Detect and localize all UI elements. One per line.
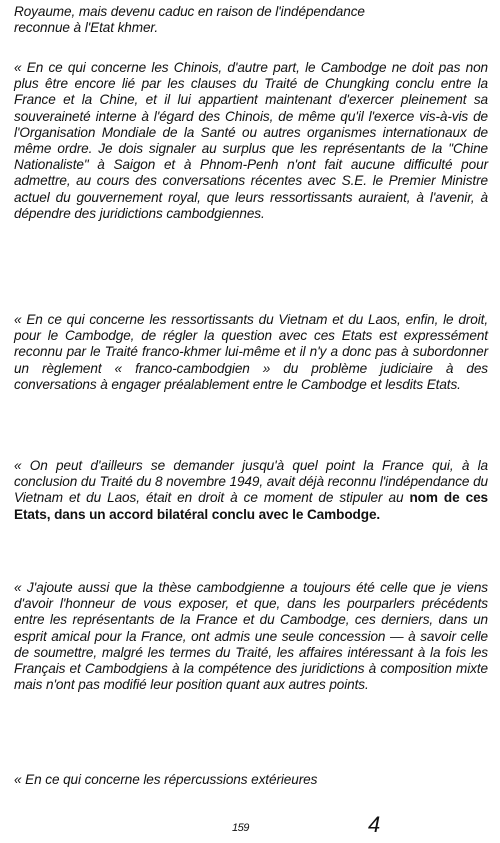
page-number: 159 — [232, 822, 249, 834]
paragraph-repercussions: « En ce qui concerne les répercussions extérieures — [14, 772, 318, 787]
paragraph-chinois: « En ce qui concerne les Chinois, d'autre part, le Cambodge ne doit pas non plus être encore lié par les clauses du Traité de Chungking conclu entre la France et la Chine, et il lui appartient maintenant d'exercer pleinement sa souveraineté interne à l'égard des Chinois, de même qu'il l'exerce vis-à-vis de l'Organisation Mondiale de la Santé ou autres organismes internationaux de même ordre. Je dois signaler au surplus que les représentants de la "Chine Nationaliste" à Saigon et à Phnom-Penh n'ont fait aucune difficulté pour admettre, au cours des conversations récentes avec S.E. le Premier Ministre actuel du gouvernement royal, que leurs ressortissants auraient, à l'avenir, à dépendre des juridictions cambodgiennes. — [14, 60, 488, 221]
paragraph-vietnam-laos: « En ce qui concerne les ressortissants du Vietnam et du Laos, enfin, le droit, pour le Cambodge, de régler la question avec ces Etats est expressément reconnu par le Traité franco-khmer lui-même et il n'y a donc pas à subordonner un règlement « franco-cambodgien » du problème judiciaire à des conversations à engager préalablement entre le Cambodge et lesdits Etats. — [14, 312, 488, 392]
paragraph-continuation: Royaume, mais devenu caduc en raison de l'indépendance reconnue à l'Etat khmer. — [14, 4, 365, 36]
paragraph-these-cambodgienne: « J'ajoute aussi que la thèse cambodgienne a toujours été celle que je viens d'avoir l'honneur de vous exposer, et que, dans les pourparlers précédents entre les représentants de la France et du Cambodge, ces derniers, dans un esprit amical pour la France, ont admis une seule concession — à savoir celle de soumettre, malgré les termes du Traité, les affaires intéressant à la fois les Français et Cambodgiens à la compétence des juridictions à composition mixte mais n'ont pas modifié leur position quant aux autres points. — [14, 580, 488, 693]
bold-emphasis: nom de ces Etats, dans un accord bilatéral conclu avec le Cambodge. — [14, 490, 488, 522]
handwritten-mark: 4 — [368, 812, 381, 837]
paragraph-traite-1949: « On peut d'ailleurs se demander jusqu'à quel point la France qui, à la conclusion du Traité du 8 novembre 1949, avait déjà reconnu l'indépendance du Vietnam et du Laos, était en droit à ce moment de stipuler au nom de ces Etats, dans un accord bilatéral conclu avec le Cambodge. — [14, 458, 488, 522]
